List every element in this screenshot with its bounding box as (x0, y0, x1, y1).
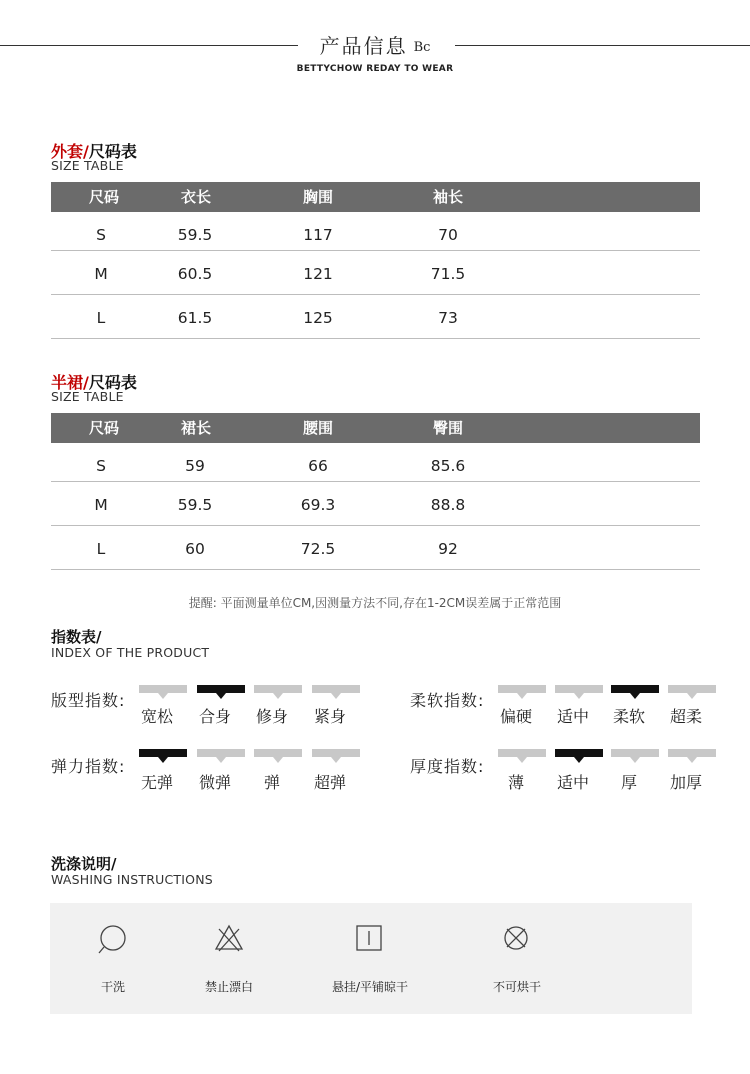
wash-label-hang-dry: 悬挂/平铺晾干 (331, 980, 409, 994)
table-cell: 60.5 (177, 265, 213, 283)
table-header (51, 182, 700, 212)
softness-option: 超柔 (669, 707, 702, 726)
elasticity-index-bar (254, 749, 302, 757)
table-cell: S (96, 226, 106, 244)
measurement-note: 提醒: 平面测量单位CM,因测量方法不同,存在1-2CM误差属于正常范围 (188, 596, 562, 610)
table-cell: 125 (303, 309, 333, 327)
table-cell: L (96, 540, 106, 558)
table-row (51, 443, 700, 482)
table-cell: 60 (185, 540, 205, 558)
elasticity-index-bar (139, 749, 187, 757)
elasticity-index-bar (312, 749, 360, 757)
table-cell: 59 (185, 457, 205, 475)
table-cell: 117 (303, 226, 333, 244)
thickness-index-bar (498, 749, 546, 757)
thickness-index-bar (555, 749, 603, 757)
table-header-cell: 裙长 (180, 419, 212, 437)
softness-option: 柔软 (612, 707, 645, 726)
table-cell: 71.5 (430, 265, 466, 283)
table-cell: 85.6 (430, 457, 466, 475)
skirt-title-black: 尺码表 (88, 373, 137, 392)
table-cell: 59.5 (177, 226, 213, 244)
table-header-cell: 袖长 (432, 188, 464, 206)
table-header-cell: 腰围 (302, 419, 334, 437)
washing-instructions-panel (50, 903, 692, 1014)
table-cell: 61.5 (177, 309, 213, 327)
thickness-index-label: 厚度指数: (410, 757, 485, 776)
fit-option: 合身 (198, 707, 231, 726)
fit-index-bar (139, 685, 187, 693)
elasticity-option: 微弹 (198, 773, 231, 792)
fit-index-label: 版型指数: (51, 691, 126, 710)
thickness-index-bar (611, 749, 659, 757)
table-cell: M (94, 265, 108, 283)
page-subtitle: BETTYCHOW REDAY TO WEAR (296, 64, 454, 74)
table-header-cell: 尺码 (88, 419, 120, 437)
thickness-option: 薄 (507, 773, 524, 792)
wash-label-no-bleach: 禁止漂白 (204, 980, 254, 994)
table-header-cell: 尺码 (88, 188, 120, 206)
table-row (51, 482, 700, 526)
page-title-text: 产品信息 (319, 34, 408, 58)
index-section-subtitle: INDEX OF THE PRODUCT (51, 645, 210, 660)
fit-index-bar (197, 685, 245, 693)
fit-option: 修身 (255, 707, 288, 726)
fit-option: 宽松 (140, 707, 173, 726)
washing-section-subtitle: WASHING INSTRUCTIONS (51, 872, 213, 887)
table-cell: S (96, 457, 106, 475)
fit-option: 紧身 (313, 707, 346, 726)
thickness-option: 厚 (620, 773, 637, 792)
fit-index-bar (254, 685, 302, 693)
table-row (51, 526, 700, 570)
softness-index-bar (498, 685, 546, 693)
jacket-title-black: 尺码表 (88, 142, 137, 161)
softness-option: 适中 (556, 707, 589, 726)
elasticity-index-bar (197, 749, 245, 757)
page-title (0, 30, 750, 59)
thickness-index-bar (668, 749, 716, 757)
table-cell: 69.3 (300, 496, 336, 514)
table-row (51, 212, 700, 251)
elasticity-index-label: 弹力指数: (51, 757, 126, 776)
no-tumble-dry-icon (500, 922, 532, 954)
table-header-cell: 臀围 (432, 419, 464, 437)
softness-index-label: 柔软指数: (410, 691, 485, 710)
softness-index-bar (668, 685, 716, 693)
softness-option: 偏硬 (499, 707, 532, 726)
table-cell: 73 (438, 309, 458, 327)
thickness-option: 加厚 (669, 773, 702, 792)
jacket-title-red: 外套/ (51, 142, 89, 161)
table-cell: 92 (438, 540, 458, 558)
dry-clean-icon (95, 922, 129, 956)
elasticity-option: 超弹 (313, 773, 346, 792)
washing-section-title: 洗涤说明/ (51, 855, 117, 873)
table-row (51, 251, 700, 295)
elasticity-option: 无弹 (140, 773, 173, 792)
no-bleach-icon (213, 922, 245, 954)
table-cell: 70 (438, 226, 458, 244)
table-cell: 66 (308, 457, 328, 475)
table-cell: 88.8 (430, 496, 466, 514)
table-header-cell: 衣长 (180, 188, 212, 206)
hang-dry-icon (353, 922, 385, 954)
table-header-cell: 胸围 (302, 188, 334, 206)
softness-index-bar (555, 685, 603, 693)
table-cell: 72.5 (300, 540, 336, 558)
skirt-size-table (51, 413, 700, 570)
thickness-option: 适中 (556, 773, 589, 792)
index-section-title: 指数表/ (51, 628, 102, 646)
table-header (51, 413, 700, 443)
table-cell: 121 (303, 265, 333, 283)
softness-index-bar (611, 685, 659, 693)
jacket-size-table (51, 182, 700, 339)
fit-index-bar (312, 685, 360, 693)
wash-label-no-tumble-dry: 不可烘干 (492, 980, 542, 994)
brand-logo: Bc (413, 40, 431, 55)
skirt-title-red: 半裙/ (51, 373, 89, 392)
table-cell: M (94, 496, 108, 514)
table-row (51, 295, 700, 339)
table-cell: 59.5 (177, 496, 213, 514)
wash-label-dry-clean: 干洗 (100, 980, 126, 994)
table-cell: L (96, 309, 106, 327)
jacket-section-subtitle: SIZE TABLE (51, 158, 124, 173)
elasticity-option: 弹 (263, 773, 280, 792)
skirt-section-subtitle: SIZE TABLE (51, 389, 124, 404)
